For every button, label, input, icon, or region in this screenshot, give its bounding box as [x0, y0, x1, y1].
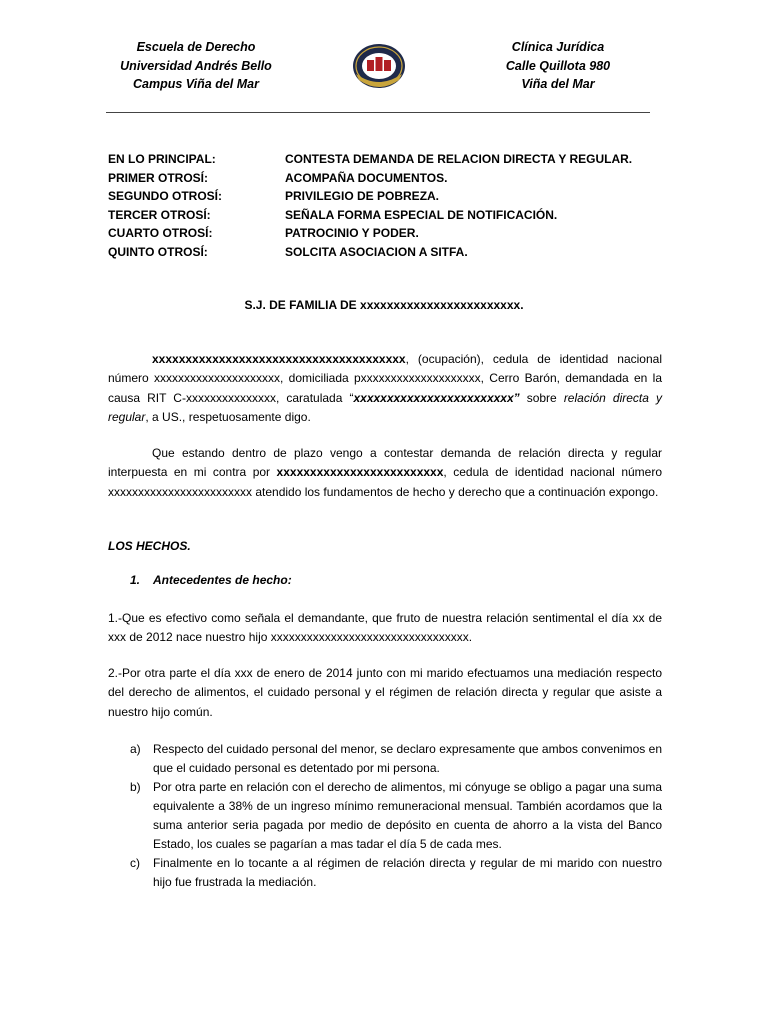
- school-name: Escuela de Derecho: [136, 40, 256, 54]
- letterhead-right: [458, 38, 658, 94]
- letterhead-left: [96, 38, 296, 94]
- list-marker: c): [130, 856, 140, 870]
- subsection-title: Antecedentes de hecho:: [153, 573, 292, 587]
- intro-text-2: sobre: [519, 390, 564, 405]
- response-paragraph: [108, 444, 662, 502]
- sumilla-text: CONTESTA DEMANDA DE RELACION DIRECTA Y REGULAR.: [285, 152, 633, 166]
- university-name: Universidad Andrés Bello: [120, 58, 272, 73]
- list-marker: b): [130, 780, 141, 794]
- list-text: Por otra parte en relación con el derecho de alimentos, mi cónyuge se obligo a pagar una suma equivalente a 38% de un ingreso mínimo remuneracional mensual. También acordamos que la suma anterior seria pagada por medio de depósito en cuenta de ahorro a la vista del Banco Estado, los cuales se pagarían a mas tadar el día 5 de cada mes.: [153, 780, 662, 851]
- defendant-name: xxxxxxxxxxxxxxxxxxxxxxxxxxxxxxxxxxxxxx: [152, 352, 406, 366]
- sumilla-text: ACOMPAÑA DOCUMENTOS.: [285, 170, 448, 185]
- intro-text-1: , (ocupación), cedula de identidad nacional número xxxxxxxxxxxxxxxxxxxxx, domiciliada pxxxxxxxxxxxxxxxxxxxx, Cerro Barón, demandada en la causa RIT C-xxxxxxxxxxxxxxx, caratulada “: [108, 352, 662, 405]
- sumilla-text: PATROCINIO Y PODER.: [285, 226, 419, 241]
- sumilla-row: [108, 169, 632, 188]
- list-text: Respecto del cuidado personal del menor, se declaro expresamente que ambos convenimos en que el cuidado personal es detentado por mi persona.: [153, 742, 662, 775]
- case-subject: relación directa y regular: [108, 390, 662, 424]
- subsection-number: 1.: [130, 573, 141, 587]
- list-text: Finalmente en lo tocante a al régimen de relación directa y regular de mi marido con nuestro hijo fue frustrada la mediación.: [153, 856, 662, 889]
- list-item: [130, 740, 662, 778]
- sumilla-row: [108, 243, 632, 262]
- sumilla-row: [108, 150, 632, 169]
- header-divider: [106, 112, 650, 113]
- fact-1: 1.-Que es efectivo como señala el demandante, que fruto de nuestra relación sentimental el día xx de xxx de 2012 nace nuestro hijo xxxxxxxxxxxxxxxxxxxxxxxxxxxxxxxxx.: [108, 611, 662, 645]
- fact-2: 2.-Por otra parte el día xxx de enero de 2014 junto con mi marido efectuamos una mediación respecto del derecho de alimentos, el cuidado personal y el régimen de relación directa y regular que asiste a nuestro hijo común.: [108, 666, 662, 719]
- intro-text-3: , a US., respetuosamente digo.: [145, 409, 311, 424]
- sumilla-label: PRIMER OTROSÍ:: [108, 170, 209, 185]
- court-addressee: S.J. DE FAMILIA DE xxxxxxxxxxxxxxxxxxxxxxxx.: [244, 298, 524, 312]
- plaintiff-name: xxxxxxxxxxxxxxxxxxxxxxxxx: [276, 465, 444, 480]
- sumilla-label: CUARTO OTROSÍ:: [108, 226, 213, 241]
- clinic-city: Viña del Mar: [521, 77, 595, 91]
- sumilla: [108, 150, 632, 262]
- list-item: [130, 854, 662, 892]
- clinic-name: Clínica Jurídica: [511, 40, 605, 54]
- sumilla-text: SEÑALA FORMA ESPECIAL DE NOTIFICACIÓN.: [285, 207, 558, 222]
- sumilla-row: [108, 206, 632, 225]
- intro-paragraph: [108, 350, 662, 427]
- sumilla-label: TERCER OTROSÍ:: [108, 207, 211, 222]
- sumilla-row: [108, 187, 632, 206]
- case-caption: xxxxxxxxxxxxxxxxxxxxxxxx”: [353, 390, 520, 405]
- agreement-list: [130, 740, 662, 892]
- clinic-address: Calle Quillota 980: [505, 58, 611, 73]
- campus-name: Campus Viña del Mar: [133, 77, 259, 91]
- sumilla-label: SEGUNDO OTROSÍ:: [108, 189, 223, 204]
- sumilla-label: EN LO PRINCIPAL:: [108, 152, 216, 166]
- sumilla-row: [108, 224, 632, 243]
- subsection-heading: [130, 573, 292, 587]
- university-seal-icon: [352, 40, 406, 92]
- section-title: LOS HECHOS.: [108, 539, 191, 553]
- response-text-2: , cedula de identidad nacional número xxxxxxxxxxxxxxxxxxxxxxxx atendido los fundamentos de hecho y derecho que a continuación expongo.: [108, 465, 663, 499]
- response-text-1: Que estando dentro de plazo vengo a contestar demanda de relación directa y regular interpuesta en mi contra por: [108, 446, 662, 480]
- list-marker: a): [130, 742, 141, 756]
- sumilla-text: PRIVILEGIO DE POBREZA.: [285, 189, 440, 204]
- list-item: [130, 778, 662, 854]
- sumilla-text: SOLCITA ASOCIACION A SITFA.: [285, 244, 468, 259]
- sumilla-label: QUINTO OTROSÍ:: [108, 244, 208, 259]
